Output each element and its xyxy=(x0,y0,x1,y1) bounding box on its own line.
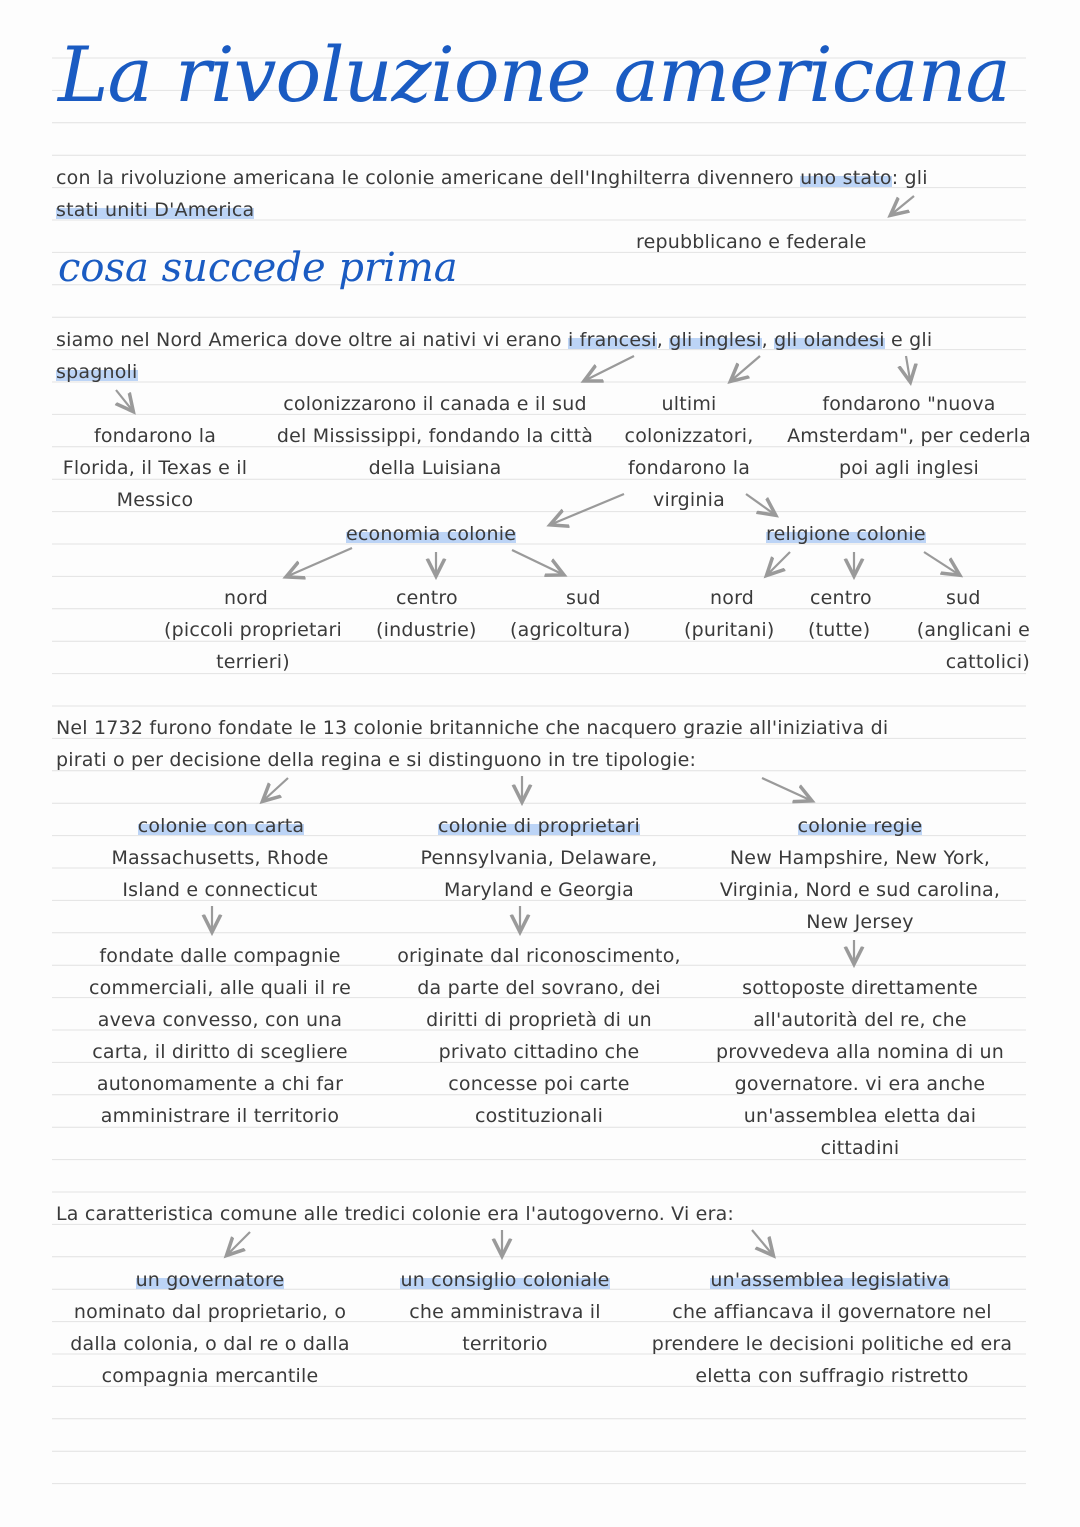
arrow-economia-nord xyxy=(288,548,352,576)
spagnoli-description: fondarono la Florida, il Texas e il Messico xyxy=(62,425,248,511)
section1-line-2 xyxy=(56,356,138,388)
intro-line-1: con la rivoluzione americana le colonie americane dell'Inghilterra divennero uno stato: gli xyxy=(56,167,928,189)
highlight-stati-uniti: stati uniti D'America xyxy=(56,199,255,221)
intro-line-2 xyxy=(56,194,254,226)
economia-colonie-label: economia colonie xyxy=(346,523,517,545)
inglesi-description: ultimi colonizzatori, fondarono la virginia xyxy=(624,393,754,511)
colonie-di-proprietari-states: Pennsylvania, Delaware, Maryland e Georgia xyxy=(420,847,658,901)
religione-nord-desc: (puritani) xyxy=(684,619,775,641)
olandesi-description: fondarono "nuova Amsterdam", per cederla poi agli inglesi xyxy=(787,393,1031,479)
section1-line-1: siamo nel Nord America dove oltre ai nativi vi erano i francesi, gli inglesi, gli olandesi e gli xyxy=(56,329,933,351)
colonie-di-proprietari-label: colonie di proprietari xyxy=(438,815,640,837)
economia-sud: sud xyxy=(566,587,601,609)
religione-colonie-label: religione colonie xyxy=(766,523,926,545)
assemblea-legislativa-desc: che affiancava il governatore nel prendere le decisioni politiche ed era eletta con suffragio ristretto xyxy=(651,1301,1013,1387)
section2-line-1: Nel 1732 furono fondate le 13 colonie britanniche che nacquero grazie all'iniziativa di xyxy=(56,717,889,739)
religione-sud: sud xyxy=(946,587,981,609)
economia-centro-desc: (industrie) xyxy=(376,619,477,641)
religione-centro-desc: (tutte) xyxy=(808,619,871,641)
arrow-governatore xyxy=(228,1232,250,1254)
highlight-inglesi: gli inglesi xyxy=(669,329,762,351)
arrow-inglesi xyxy=(732,356,760,380)
francesi-description: colonizzarono il canada e il sud del Mississippi, fondando la città della Luisiana xyxy=(276,393,594,479)
arrow-assemblea xyxy=(752,1230,772,1254)
assemblea-legislativa-label: un'assemblea legislativa xyxy=(710,1269,950,1291)
highlight-francesi: i francesi xyxy=(567,329,657,351)
colonie-regie-states: New Hampshire, New York, Virginia, Nord e sud carolina, New Jersey xyxy=(719,847,1001,933)
highlight-spagnoli: spagnoli xyxy=(56,361,138,383)
arrow-uno-stato xyxy=(892,196,914,214)
highlight-olandesi: gli olandesi xyxy=(774,329,885,351)
governatore-desc: nominato dal proprietario, o dalla colonia, o dal re o dalla compagnia mercantile xyxy=(70,1301,350,1387)
economia-sud-desc: (agricoltura) xyxy=(510,619,631,641)
colonie-con-carta-label: colonie con carta xyxy=(137,815,305,837)
religione-sud-desc: (anglicani e cattolici) xyxy=(916,619,1030,673)
arrow-religione-nord xyxy=(768,552,790,574)
section3-line-1: La caratteristica comune alle tredici colonie era l'autogoverno. Vi era: xyxy=(56,1203,735,1225)
arrow-carta xyxy=(264,778,288,800)
consiglio-coloniale-desc: che amministrava il territorio xyxy=(409,1301,601,1355)
colonie-con-carta-states: Massachusetts, Rhode Island e connecticut xyxy=(111,847,329,901)
section-heading-cosa-succede-prima: cosa succede prima xyxy=(58,245,458,291)
colonie-regie-label: colonie regie xyxy=(797,815,923,837)
economia-nord-desc: (piccoli proprietari terrieri) xyxy=(164,619,342,673)
economia-centro: centro xyxy=(396,587,458,609)
arrow-economia-sud xyxy=(512,550,562,574)
arrow-religione-sud xyxy=(924,552,958,574)
consiglio-coloniale-label: un consiglio coloniale xyxy=(400,1269,610,1291)
religione-centro: centro xyxy=(810,587,872,609)
colonie-con-carta-desc: fondate dalle compagnie commerciali, alle quali il re aveva convesso, con una carta, il diritto di scegliere autonomamente a chi far amministrare il territorio xyxy=(89,945,351,1127)
arrow-olandesi xyxy=(906,356,910,380)
stato-note: repubblicano e federale xyxy=(636,231,867,253)
economia-nord: nord xyxy=(224,587,269,609)
page-title: La rivoluzione americana xyxy=(58,30,1010,119)
colonie-di-proprietari-desc: originate dal riconoscimento, da parte del sovrano, dei diritti di proprietà di un privato cittadino che concesse poi carte costituzionali xyxy=(397,945,681,1127)
arrow-regie xyxy=(762,778,810,800)
arrow-spagnoli xyxy=(116,390,132,410)
section2-line-2: pirati o per decisione della regina e si distinguono in tre tipologie: xyxy=(56,749,697,771)
governatore-label: un governatore xyxy=(135,1269,285,1291)
highlight-uno-stato: uno stato xyxy=(800,167,892,189)
religione-nord: nord xyxy=(710,587,755,609)
colonie-regie-desc: sottoposte direttamente all'autorità del re, che provvedeva alla nomina di un governatore. vi era anche un'assemblea eletta dai cittadini xyxy=(715,977,1005,1159)
arrow-francesi xyxy=(586,356,634,380)
